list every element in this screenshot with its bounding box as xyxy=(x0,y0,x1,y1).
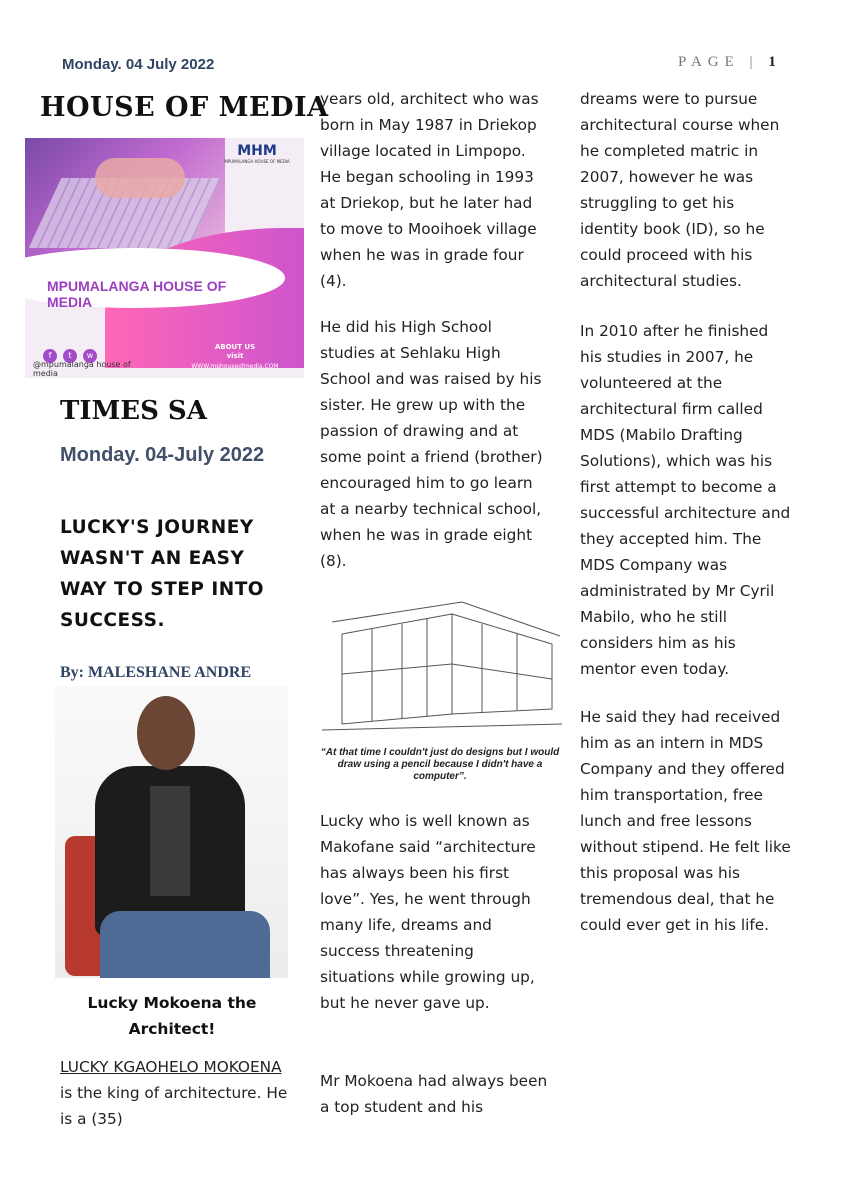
header-date: Monday. 04 July 2022 xyxy=(62,56,215,73)
logo-mark: MHM xyxy=(237,143,277,159)
visit-label: visit xyxy=(226,352,244,360)
page-label: PAGE xyxy=(678,54,740,70)
intro-rest: is the king of architecture. He is a (35) xyxy=(60,1084,288,1128)
building-sketch xyxy=(322,594,562,736)
page-separator: | xyxy=(749,54,759,70)
intro-paragraph xyxy=(60,1054,290,1132)
shirt xyxy=(150,786,190,896)
masthead: HOUSE OF MEDIA xyxy=(40,92,329,123)
byline: By: MALESHANE ANDRE xyxy=(60,664,252,681)
intro-name: LUCKY KGAOHELO MOKOENA xyxy=(60,1058,282,1076)
col2-paragraph-3: Lucky who is well known as Makofane said “architecture has always been his first love”. Yes, he went through many life, dreams and success threatening situations while growing up, but he never gave up. xyxy=(320,812,536,1012)
social-handle: @mpumalanga house of media xyxy=(33,360,131,378)
page-number-value: 1 xyxy=(768,54,776,70)
facebook-icon: f xyxy=(43,349,57,363)
col3-paragraph-1: dreams were to pursue architectural course when he completed matric in 2007, however he was struggling to get his identity book (ID), so he could proceed with his architectural studies. xyxy=(580,90,780,290)
col3-paragraph-2: In 2010 after he finished his studies in 2007, he volunteered at the architectural firm called MDS (Mabilo Drafting Solutions), which was his first attempt to become a successful architecture and they accepted him. The MDS Company was administrated by Mr Cyril Mabilo, who he still considers him as his mentor even today. xyxy=(580,322,791,678)
house-of-media-banner xyxy=(25,138,304,378)
hands-graphic xyxy=(95,158,185,198)
about-us xyxy=(175,343,295,361)
photo-caption: Lucky Mokoena the Architect! xyxy=(87,994,257,1038)
col2-paragraph-4: Mr Mokoena had always been a top student and his xyxy=(320,1072,548,1116)
mhm-logo xyxy=(217,143,297,173)
pull-quote: “At that time I couldn't just do designs but I would draw using a pencil because I didn't have a computer”. xyxy=(320,747,560,782)
portrait-photo xyxy=(55,686,288,978)
section-title: TIMES SA xyxy=(60,396,207,426)
col3-paragraph-3: He said they had received him as an intern in MDS Company and they offered him transportation, free lunch and free lessons without stipend. He felt like this proposal was his tremendous deal, that he could ever get in his life. xyxy=(580,708,791,934)
headline: LUCKY'S JOURNEY WASN'T AN EASY WAY TO STEP INTO SUCCESS. xyxy=(60,517,265,631)
twitter-icon: t xyxy=(63,349,77,363)
jeans xyxy=(100,911,270,978)
website: WWW.mphouseofmedia.COM xyxy=(191,363,279,370)
page-number xyxy=(678,54,776,71)
head xyxy=(137,696,195,770)
about-label: ABOUT US xyxy=(214,343,256,351)
col2-paragraph-1: years old, architect who was born in May 1987 in Driekop village located in Limpopo. He began schooling in 1993 at Driekop, but he later had to move to Mooihoek village when he was in grade four (4). xyxy=(320,90,539,290)
whatsapp-icon: w xyxy=(83,349,97,363)
banner-name: MPUMALANGA HOUSE OF MEDIA xyxy=(47,278,227,310)
col2-paragraph-2: He did his High School studies at Sehlaku High School and was raised by his sister. He grew up with the passion of drawing and at some point a friend (brother) encouraged him to go learn at a nearby technical school, when he was in grade eight (8). xyxy=(320,318,543,570)
article-date: Monday. 04-July 2022 xyxy=(60,444,265,466)
logo-subtitle: MPUMALANGA HOUSE OF MEDIA xyxy=(224,159,290,164)
